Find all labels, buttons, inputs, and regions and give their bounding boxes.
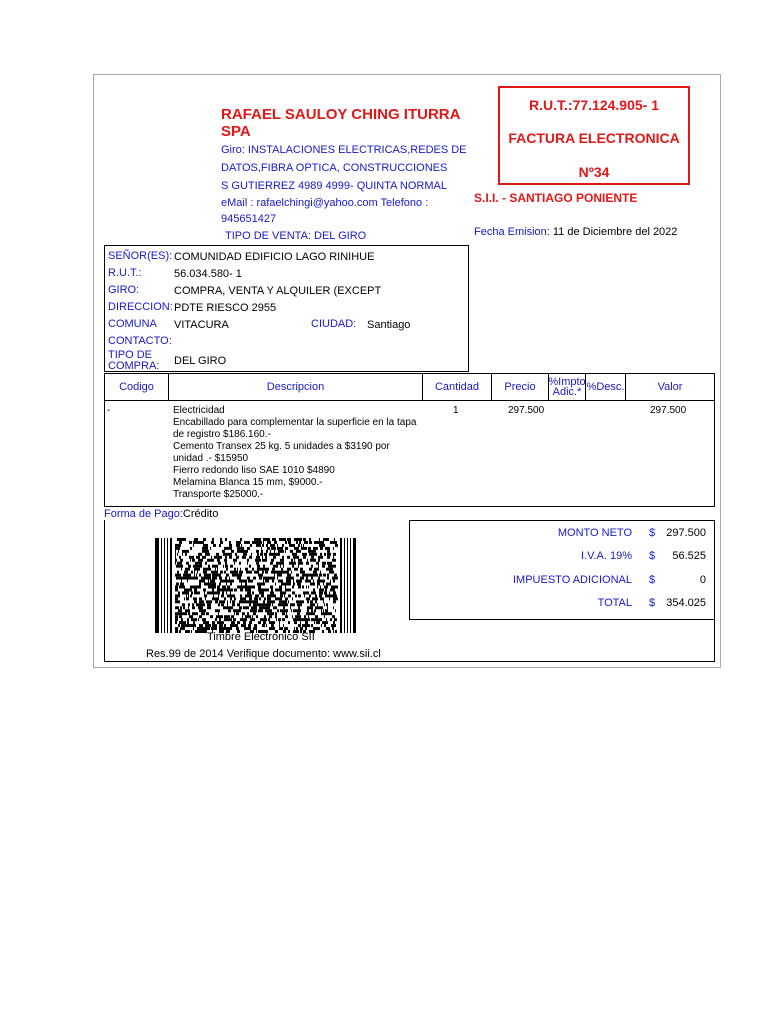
col-valor: Valor xyxy=(657,381,683,393)
document-id-box xyxy=(498,86,690,185)
neto-value: 297.500 xyxy=(666,527,706,539)
item-desc-line: Fierro redondo liso SAE 1010 $4890 xyxy=(173,465,335,476)
item-codigo: - xyxy=(107,405,111,416)
col-impto-line1: %Impto xyxy=(548,376,586,388)
comuna-value: VITACURA xyxy=(174,319,229,331)
issuer-contact-line1: eMail : rafaelchingi@yahoo.com Telefono : xyxy=(221,197,429,209)
document-rut: R.U.T.:77.124.905- 1 xyxy=(529,97,659,113)
senor-label: SEÑOR(ES): xyxy=(108,250,173,262)
client-rut-label: R.U.T.: xyxy=(108,267,142,279)
stamp-caption: Timbre Electrónico SII xyxy=(207,631,315,643)
item-desc-line: de registro $186.160.- xyxy=(173,429,271,440)
tipo-compra-value: DEL GIRO xyxy=(174,355,227,367)
adicional-value: 0 xyxy=(699,574,706,586)
document-type: FACTURA ELECTRONICA xyxy=(508,130,680,146)
issuer-contact-line2: 945651427 xyxy=(221,213,277,225)
document-number: Nº34 xyxy=(578,164,610,180)
adicional-label: IMPUESTO ADICIONAL xyxy=(513,574,632,586)
sii-office: S.I.I. - SANTIAGO PONIENTE xyxy=(474,191,638,205)
col-impto-line2: Adic.* xyxy=(552,386,582,398)
issue-date-value: 11 de Diciembre del 2022 xyxy=(552,226,678,238)
neto-label: MONTO NETO xyxy=(557,527,632,539)
col-codigo: Codigo xyxy=(105,374,169,400)
ciudad-value: Santiago xyxy=(367,319,411,331)
senor-value: COMUNIDAD EDIFICIO LAGO RINIHUE xyxy=(174,251,375,263)
total-value: 354.025 xyxy=(666,597,706,609)
col-impto xyxy=(549,374,586,400)
adicional-currency: $ xyxy=(649,574,656,586)
item-desc-line: unidad .- $15950 xyxy=(173,453,249,464)
col-precio: Precio xyxy=(492,374,549,400)
issuer-giro-line1: Giro: INSTALACIONES ELECTRICAS,REDES DE xyxy=(221,144,467,156)
item-valor: 297.500 xyxy=(650,405,687,416)
payment-method xyxy=(104,508,218,520)
item-desc-line: Cemento Transex 25 kg. 5 unidades a $3190 por xyxy=(173,441,390,452)
contacto-label: CONTACTO: xyxy=(108,335,172,347)
total-label: TOTAL xyxy=(597,597,632,609)
issuer-name: RAFAEL SAULOY CHING ITURRA SPA xyxy=(221,106,460,140)
client-giro-value: COMPRA, VENTA Y ALQUILER (EXCEPT xyxy=(174,285,382,297)
issue-date xyxy=(474,226,677,238)
payment-label: Forma de Pago: xyxy=(104,508,183,520)
item-desc-line: Melamina Blanca 15 mm, $9000.- xyxy=(173,477,323,488)
iva-value: 56.525 xyxy=(672,550,706,562)
issuer-giro-line2: DATOS,FIBRA OPTICA, CONSTRUCCIONES xyxy=(221,162,448,174)
col-cantidad: Cantidad xyxy=(423,374,492,400)
tipo-compra-label-line2: COMPRA: xyxy=(108,360,160,372)
item-descripcion xyxy=(173,405,416,501)
neto-currency: $ xyxy=(649,527,656,539)
col-descripcion: Descripcion xyxy=(169,374,423,400)
stamp-resolution: Res.99 de 2014 Verifique documento: www.sii.cl xyxy=(146,648,381,660)
item-cantidad: 1 xyxy=(453,405,459,416)
invoice-page xyxy=(93,74,721,668)
ciudad-label: CIUDAD: xyxy=(311,318,357,330)
total-currency: $ xyxy=(649,597,656,609)
direccion-label: DIRECCION: xyxy=(108,301,173,313)
item-precio: 297.500 xyxy=(508,405,545,416)
client-box xyxy=(104,245,469,372)
item-desc-line: Encabillado para complementar la superficie en la tapa xyxy=(173,417,417,428)
tipo-compra-label-line1: TIPO DE xyxy=(108,349,153,361)
item-desc-line: Transporte $25000.- xyxy=(173,489,264,500)
comuna-label: COMUNA xyxy=(108,318,157,330)
iva-label: I.V.A. 19% xyxy=(581,550,632,562)
items-header-row xyxy=(105,374,714,401)
pdf417-barcode xyxy=(155,538,356,633)
totals-box xyxy=(409,520,715,620)
issuer-address: S GUTIERREZ 4989 4999- QUINTA NORMAL xyxy=(221,180,447,192)
issue-date-label: Fecha Emision: xyxy=(474,226,550,238)
direccion-value: PDTE RIESCO 2955 xyxy=(174,302,277,314)
iva-currency: $ xyxy=(649,550,656,562)
issuer-sale-type: TIPO DE VENTA: DEL GIRO xyxy=(225,230,367,242)
item-desc-line: Electricidad xyxy=(173,405,225,416)
items-table xyxy=(104,373,715,507)
client-rut-value: 56.034.580- 1 xyxy=(174,268,242,280)
client-giro-label: GIRO: xyxy=(108,284,140,296)
col-desc: %Desc. xyxy=(586,374,626,400)
payment-value: Crédito xyxy=(182,508,219,520)
